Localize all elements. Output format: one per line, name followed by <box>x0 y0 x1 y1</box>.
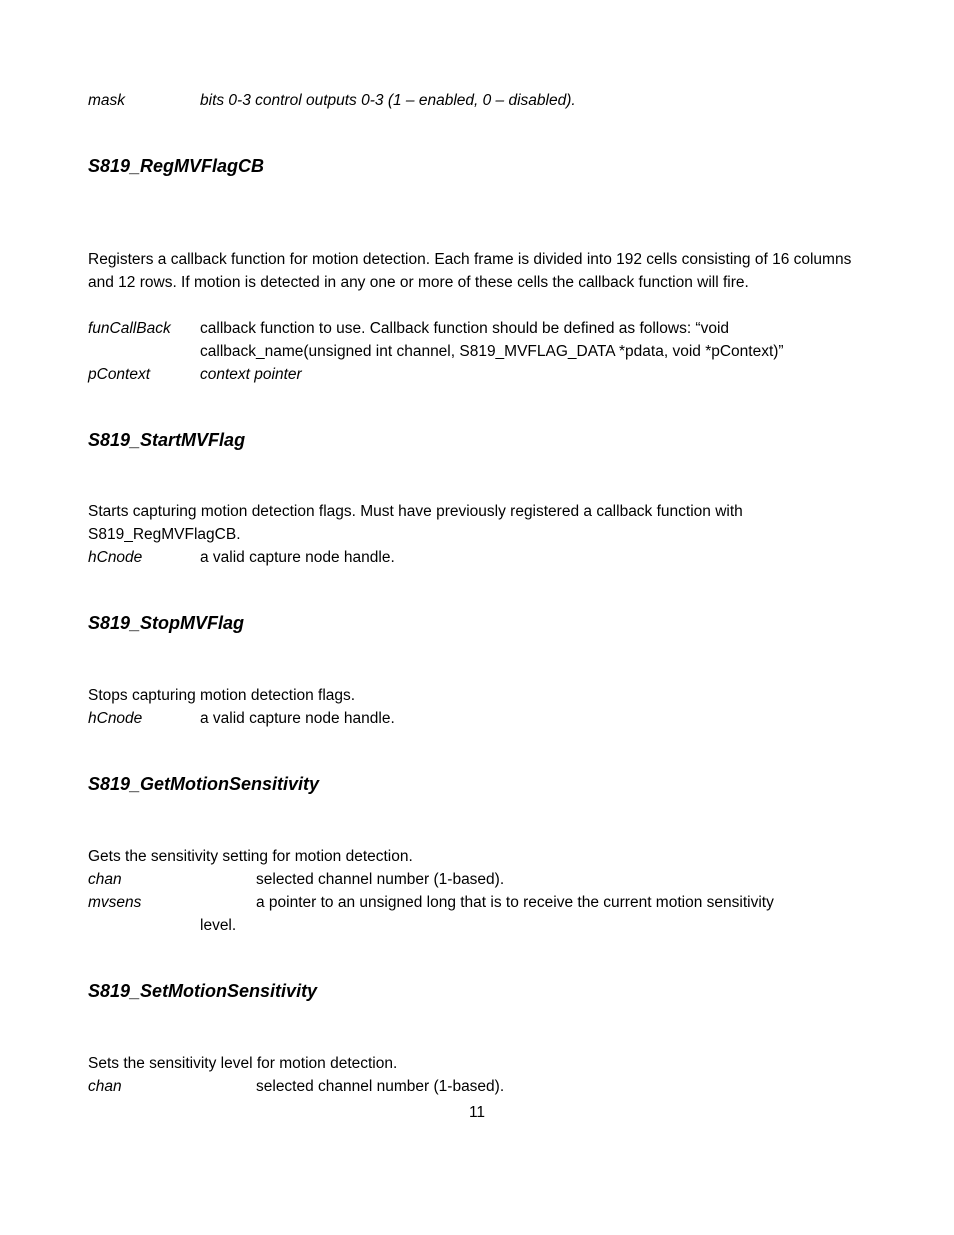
param-hcnode-desc-stop: a valid capture node handle. <box>200 710 395 727</box>
section-desc-regmvflagcb: Registers a callback function for motion detection. Each frame is divided into 192 cells consisting of 16 columns and 12 rows. If motion is detected in any one or more of these cells the callback function will fire. <box>88 251 852 291</box>
param-mvsens-term: mvsens <box>88 894 142 911</box>
section-desc-stopmvflag: Stops capturing motion detection flags. <box>88 687 356 704</box>
section-desc-startmvflag: Starts capturing motion detection flags. Must have previously registered a callback function with S819_RegMVFlagCB. <box>88 503 743 543</box>
param-mvsens-desc-line1: a pointer to an unsigned long that is to receive the current motion sensitivity <box>256 894 774 911</box>
param-chan-desc-set: selected channel number (1-based). <box>256 1078 505 1095</box>
param-chan-term-get: chan <box>88 871 122 888</box>
param-funcallback-desc-line2: callback_name(unsigned int channel, S819_MVFLAG_DATA *pdata, void *pContext)” <box>200 343 784 360</box>
param-chan-term-set: chan <box>88 1078 122 1095</box>
section-desc-setmotionsensitivity: Sets the sensitivity level for motion detection. <box>88 1055 398 1072</box>
param-mask-desc: bits 0-3 control outputs 0-3 (1 – enabled, 0 – disabled). <box>200 92 576 109</box>
section-desc-getmotionsensitivity: Gets the sensitivity setting for motion detection. <box>88 848 413 865</box>
param-chan-desc-get: selected channel number (1-based). <box>256 871 505 888</box>
param-pcontext-desc: context pointer <box>200 366 302 383</box>
section-title-startmvflag: S819_StartMVFlag <box>88 430 246 450</box>
param-hcnode-term-start: hCnode <box>88 549 143 566</box>
param-hcnode-desc-start: a valid capture node handle. <box>200 549 395 566</box>
section-title-setmotionsensitivity: S819_SetMotionSensitivity <box>88 981 318 1001</box>
section-title-stopmvflag: S819_StopMVFlag <box>88 613 245 633</box>
section-title-regmvflagcb: S819_RegMVFlagCB <box>88 156 265 176</box>
page-number: 11 <box>468 1104 486 1121</box>
param-hcnode-term-stop: hCnode <box>88 710 143 727</box>
param-mask-term: mask <box>88 92 126 109</box>
param-funcallback-term: funCallBack <box>88 320 171 337</box>
param-pcontext-term: pContext <box>88 366 151 383</box>
param-mvsens-desc-line2: level. <box>200 917 237 934</box>
param-funcallback-desc-line1: callback function to use. Callback function should be defined as follows: “void <box>200 320 730 337</box>
section-title-getmotionsensitivity: S819_GetMotionSensitivity <box>88 774 320 794</box>
